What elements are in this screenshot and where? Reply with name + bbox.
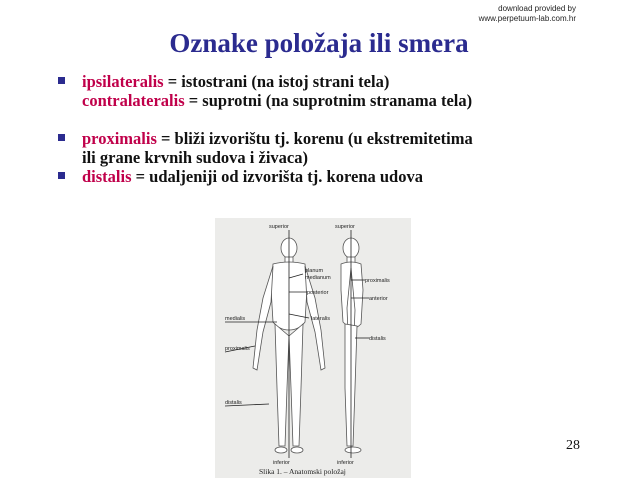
label-lateralis: lateralis [311,316,330,322]
watermark-line-2: www.perpetuum-lab.com.hr [478,14,576,23]
definition-distalis: = udaljeniji od izvorišta tj. korena udova [131,167,423,186]
anatomy-illustration [215,218,411,478]
label-distalis-side: distalis [369,336,386,342]
side-body-figure [341,238,363,453]
label-inferior-front: inferior [273,460,290,466]
watermark [479,4,576,24]
term-proximalis: proximalis [82,129,157,148]
square-bullet-icon [58,77,65,84]
bullet-item-lateral [52,72,612,110]
term-contralateralis: contralateralis [82,91,185,110]
square-bullet-icon [58,172,65,179]
label-proximalis-side: proximalis [365,278,390,284]
label-superior-front: superior [269,224,289,230]
label-distalis-front: distalis [225,400,242,406]
label-proximalis-front: proximalis [225,346,250,352]
label-medianum: medianum [305,275,331,281]
label-anterior: anterior [369,296,388,302]
term-ipsilateralis: ipsilateralis [82,72,164,91]
slide-title: Oznake položaja ili smera [169,28,469,58]
label-medialis: medialis [225,316,246,322]
anatomical-position-figure [215,218,411,478]
label-inferior-side: inferior [337,460,354,466]
figure-caption: Slika 1. – Anatomski položaj [259,467,346,476]
square-bullet-icon [58,134,65,141]
bullet-list [52,72,612,186]
page-number: 28 [566,438,580,453]
label-planum: planum [305,268,324,274]
definition-ipsilateralis: = istostrani (na istoj strani tela) [163,72,390,91]
definition-contralateralis: = suprotni (na suprotnim stranama tela) [184,91,473,110]
watermark-line-1: download provided by [498,4,576,13]
definition-proximalis-continued: ili grane krvnih sudova i živaca) [82,148,308,167]
term-distalis: distalis [82,167,132,186]
bullet-item-proximalis [52,129,612,167]
label-posterior: posterior [307,290,329,296]
label-superior-side: superior [335,224,355,230]
bullet-item-distalis [52,167,612,186]
definition-proximalis: = bliži izvorištu tj. korenu (u ekstremitetima [156,129,473,148]
